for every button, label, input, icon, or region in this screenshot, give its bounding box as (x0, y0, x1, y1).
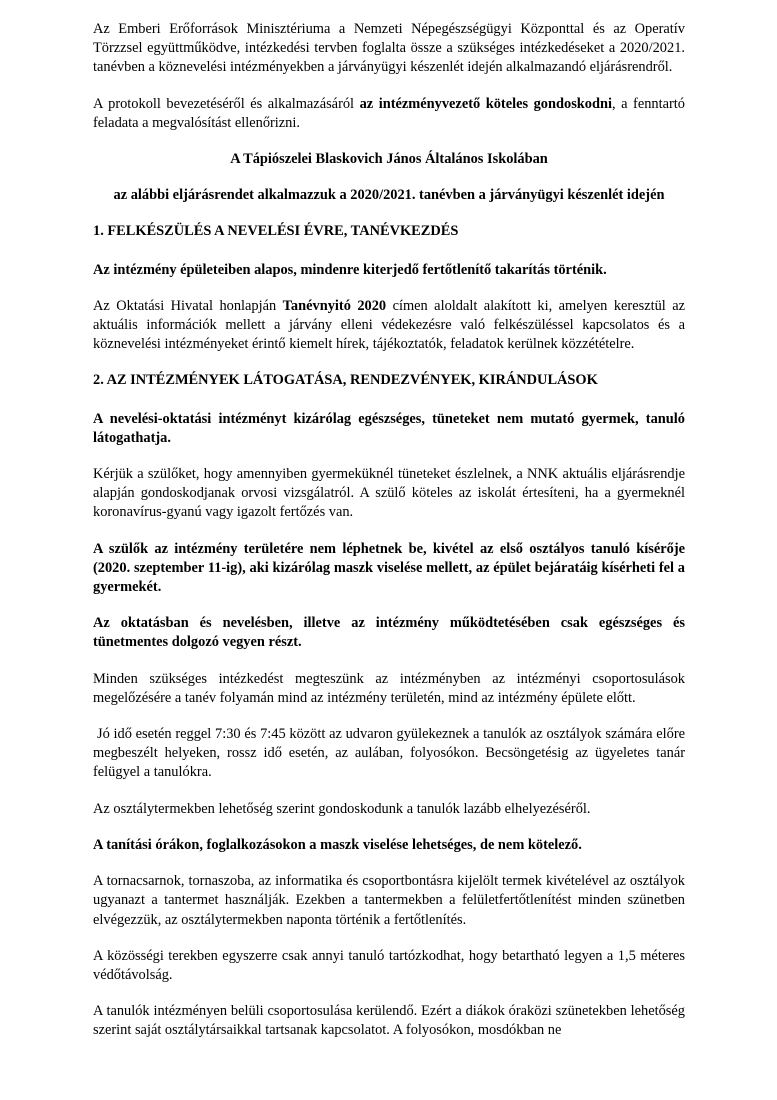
morning-gathering-paragraph: Jó idő esetén reggel 7:30 és 7:45 között az udvaron gyülekeznek a tanulók az osztályok számára előre megbeszélt helyeken, rossz idő esetén, az aulában, folyosókon. Becsöngetésig az ügyeletes tanár felügyel a tanulókra. (93, 726, 685, 781)
distance-paragraph: A közösségi terekben egyszerre csak annyi tanuló tartózkodhat, hogy betartható legyen a 1,5 méteres védőtávolság. (93, 947, 685, 983)
intro-paragraph: Az Emberi Erőforrások Minisztériuma a Nemzeti Népegészségügyi Központtal és az Operatív Törzzsel együttműködve, intézkedési tervben foglalta össze a szükséges intézkedéseket a 2020/2021. tanévben a köznevelési intézményekben a járványügyi készenlét idején alkalmazandó eljárásrendről. (93, 21, 685, 76)
mask-statement: A tanítási órákon, foglalkozásokon a maszk viselése lehetséges, de nem kötelező. (93, 836, 582, 853)
classroom-disinfection-paragraph: A tornacsarnok, tornaszoba, az informatika és csoportbontásra kijelölt termek kivételével az osztályok ugyanazt a tantermet használják. Ezekben a tantermekben a felületfertőtlenítést minden szünetben elvégezzük, az osztálytermekben naponta történik a fertőtlenítés. (93, 873, 685, 928)
cleaning-statement: Az intézmény épületeiben alapos, mindenre kiterjedő fertőtlenítő takarítás történik. (93, 261, 607, 278)
oh-emphasis: Tanévnyitó 2020 (282, 297, 387, 314)
classroom-spacing-paragraph: Az osztálytermekben lehetőség szerint gondoskodunk a tanulók lazább elhelyezéséről. (93, 800, 591, 817)
protocol-paragraph (93, 95, 685, 133)
parents-entry-statement: A szülők az intézmény területére nem léphetnek be, kivétel az első osztályos tanuló kísérője (2020. szeptember 11-ig), aki kizárólag maszk viselése mellett, az épület bejáratáig kísérheti fel a gyermekét. (93, 540, 685, 596)
oktatasi-hivatal-paragraph (93, 297, 685, 355)
protocol-emphasis: az intézményvezető köteles gondoskodni (359, 95, 613, 112)
section-2-heading: 2. AZ INTÉZMÉNYEK LÁTOGATÁSA, RENDEZVÉNYEK, KIRÁNDULÁSOK (93, 372, 598, 389)
grouping-prevention-paragraph: Minden szükséges intézkedést megteszünk az intézményben az intézményi csoportosulások megelőzésére a tanév folyamán mind az intézmény területén, mind az intézmény épülete előtt. (93, 670, 685, 706)
document-page (93, 20, 685, 1041)
protocol-text-end: , a fenntartó feladata a megvalósítást ellenőrizni. (93, 95, 685, 131)
healthy-only-statement: A nevelési-oktatási intézményt kizárólag egészséges, tüneteket nem mutató gyermek, tanuló látogathatja. (93, 410, 685, 446)
parents-request-paragraph: Kérjük a szülőket, hogy amennyiben gyermeküknél tüneteket észlelnek, a NNK aktuális eljárásrendje alapján gondoskodjanak orvosi vizsgálatról. A szülő köteles az iskolát értesíteni, ha a gyermeknél koronavírus-gyanú vagy igazolt fertőzés van. (93, 466, 685, 521)
staff-health-statement: Az oktatásban és nevelésben, illetve az intézmény működtetésében csak egészséges és tünetmentes dolgozó vegyen részt. (93, 615, 685, 651)
oh-text-end: címen aloldalt alakított ki, amelyen keresztül az aktuális információk mellett a járvány elleni védekezésre való felkészüléssel kapcsolatos és a köznevelési intézményeket érintő kiemelt hírek, tájékoztatók, feladatok kerülnek közzétételre. (93, 297, 685, 353)
section-1-heading: 1. FELKÉSZÜLÉS A NEVELÉSI ÉVRE, TANÉVKEZDÉS (93, 223, 459, 240)
oh-text-start: Az Oktatási Hivatal honlapján (93, 297, 283, 314)
protocol-text-start: A protokoll bevezetéséről és alkalmazásáról (93, 95, 360, 112)
procedure-subheading: az alábbi eljárásrendet alkalmazzuk a 2020/2021. tanévben a járványügyi készenlét idején (113, 187, 665, 204)
school-name-heading: A Tápiószelei Blaskovich János Általános Iskolában (230, 151, 548, 168)
student-grouping-paragraph: A tanulók intézményen belüli csoportosulása kerülendő. Ezért a diákok óraközi szünetekben lehetőség szerint saját osztálytársaikkal tartsanak kapcsolatot. A folyosókon, mosdókban ne (93, 1003, 685, 1039)
